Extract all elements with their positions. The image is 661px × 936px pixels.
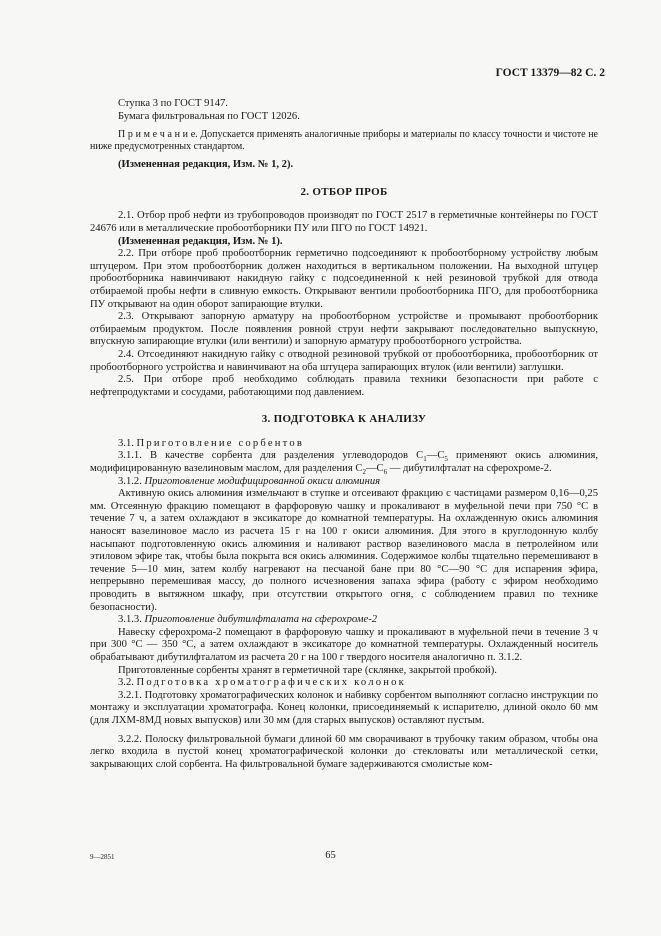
para-2-4: 2.4. Отсоединяют накидную гайку с отводной резиновой трубкой от пробоотборника, пробоотборник от пробоотборного устройства и навинчивают на оба штуцера запирающих втулок (или вентили) заглушки. bbox=[90, 348, 598, 373]
para-storage: Приготовленные сорбенты хранят в герметичной таре (склянке, закрытой пробкой). bbox=[118, 664, 497, 676]
intro-revision: (Измененная редакция, Изм. № 1, 2). bbox=[118, 159, 294, 171]
subsection-title: Приготовление модифицированной окиси алюминия bbox=[144, 475, 381, 487]
page-header: ГОСТ 13379—82 С. 2 bbox=[495, 67, 605, 79]
section-2-title: 2. ОТБОР ПРОБ bbox=[300, 185, 388, 198]
intro-note bbox=[90, 129, 598, 153]
para-3-1-1: 3.1.1. В качестве сорбента для разделения углеводородов $С_1—С_5$ применяют окись алюминия, модифицированную вазелиновым маслом, для разделения $С_2—С_6$ — дибутилфталат на сферохроме-2. bbox=[90, 450, 598, 477]
document-body bbox=[90, 98, 598, 771]
subsection-3-1-2-heading: 3.1.2. Приготовление модифицированной окиси алюминия bbox=[118, 475, 381, 487]
print-code: 9—2851 bbox=[90, 853, 115, 861]
subsection-title: Подготовка хроматографических колонок bbox=[136, 677, 406, 689]
para-3-1-2-body: Активную окись алюминия измельчают в ступке и отсеивают фракцию с частицами размером 0,16—0,25 мм. Отсеянную фракцию помещают в фарфоровую чашку и прокаливают в муфельной печи при 750 °С в течение 7 ч, а затем охлаждают в эксикаторе до комнатной температуры. На охлажденную окись алюминия наносят вазелиновое масло из расчета 15 г на 100 г окиси алюминия. Для этого в круглодонную колбу насыпают подготовленную окись алюминия и наливают раствор вазелинового масла в петролейном или этиловом эфире так, чтобы была покрыта вся окись алюминия. Содержимое колбы тщательно перемешивают в течение 5—10 мин, затем колбу нагревают на песчаной бане при 80 °С—90 °С для испарения эфира, непрерывно перемешивая массу, до полного исчезновения запаха эфира (работу с эфиром необходимо проводить в вытяжном шкафу, при отсутствии открытого огня, с соблюдением правил по технике безопасности). bbox=[90, 488, 598, 613]
page-number: 65 bbox=[325, 850, 336, 861]
section-3-title: 3. ПОДГОТОВКА К АНАЛИЗУ bbox=[261, 413, 427, 426]
subsection-3-2-heading: 3.2. Подготовка хроматографических колонок bbox=[118, 677, 406, 689]
para-3-2-2: 3.2.2. Полоску фильтровальной бумаги длиной 60 мм сворачивают в трубочку таким образом, чтобы она легко входила в пустой конец хроматографической колонки до стекловаты или металлической сетки, закрывающих слой сорбента. На фильтровальной бумаге задерживаются смолистые ком- bbox=[90, 733, 598, 770]
para-3-2-1: 3.2.1. Подготовку хроматографических колонок и набивку сорбентом выполняют согласно инструкции по монтажу и эксплуатации хроматографа. Конец колонки, присоединяемый к испарителю, длиной около 60 мм (для ЛХМ-8МД новых выпусков) или 30 мм (для старых выпусков) оставляют пустым. bbox=[90, 689, 598, 726]
para-3-1-3-body: Навеску сферохрома-2 помещают в фарфоровую чашку и прокаливают в муфельной печи в течение 3 ч при 300 °С — 350 °С, а затем охлаждают в эксикаторе до комнатной температуры. Охлажденный носитель обрабатывают дибутилфталатом из расчета 20 г на 100 г твердого носителя аналогично п. 3.1.2. bbox=[90, 626, 598, 663]
para-2-3: 2.3. Открывают запорную арматуру на пробоотборном устройстве и промывают пробоотборник отбираемым продуктом. После появления ровной струи нефти закрывают последовательно выпускную, впускную запирающие втулки (или вентили) и запорную арматуру пробоотборного устройства. bbox=[90, 311, 598, 348]
note-label: П р и м е ч а н и е. bbox=[118, 129, 198, 141]
para-2-1-revision: (Измененная редакция, Изм. № 1). bbox=[118, 235, 283, 247]
para-2-2: 2.2. При отборе проб пробоотборник герметично подсоединяют к пробоотборному устройству любым штуцером. При этом пробоотборник должен находиться в вертикальном положении. На выходной штуцер пробоотборника навинчивают накидную гайку с подсоединенной к ней резиновой трубкой для отвода отбираемой пробы нефти в сливную емкость. Открывают вентили пробоотборника ПГО, для пробоотборника ПУ открывают на один оборот запирающие втулки. bbox=[90, 248, 598, 310]
para-2-5: 2.5. При отборе проб необходимо соблюдать правила техники безопасности при работе с нефтепродуктами и сосудами, работающими под давлением. bbox=[90, 374, 598, 398]
subsection-title: Приготовление сорбентов bbox=[136, 437, 305, 449]
note-text: Допускается применять аналогичные приборы и материалы по классу точности и чистоте не ниже предусмотренных стандартом. bbox=[90, 129, 598, 153]
intro-line-mortar: Ступка 3 по ГОСТ 9147. bbox=[118, 98, 228, 109]
subsection-3-1-heading bbox=[90, 438, 598, 451]
para-2-1: 2.1. Отбор проб нефти из трубопроводов производят по ГОСТ 2517 в герметичные контейнеры по ГОСТ 24676 или в металлические пробоотборники ПУ или ПГО по ГОСТ 14921. bbox=[90, 210, 598, 234]
subsection-number: 3.1. bbox=[118, 437, 137, 449]
intro-line-filter-paper: Бумага фильтровальная по ГОСТ 12026. bbox=[118, 110, 300, 122]
subsection-3-1-3-heading: 3.1.3. Приготовление дибутилфталата на сферохроме-2 bbox=[118, 614, 378, 626]
subsection-title: Приготовление дибутилфталата на сферохроме-2 bbox=[144, 614, 378, 626]
